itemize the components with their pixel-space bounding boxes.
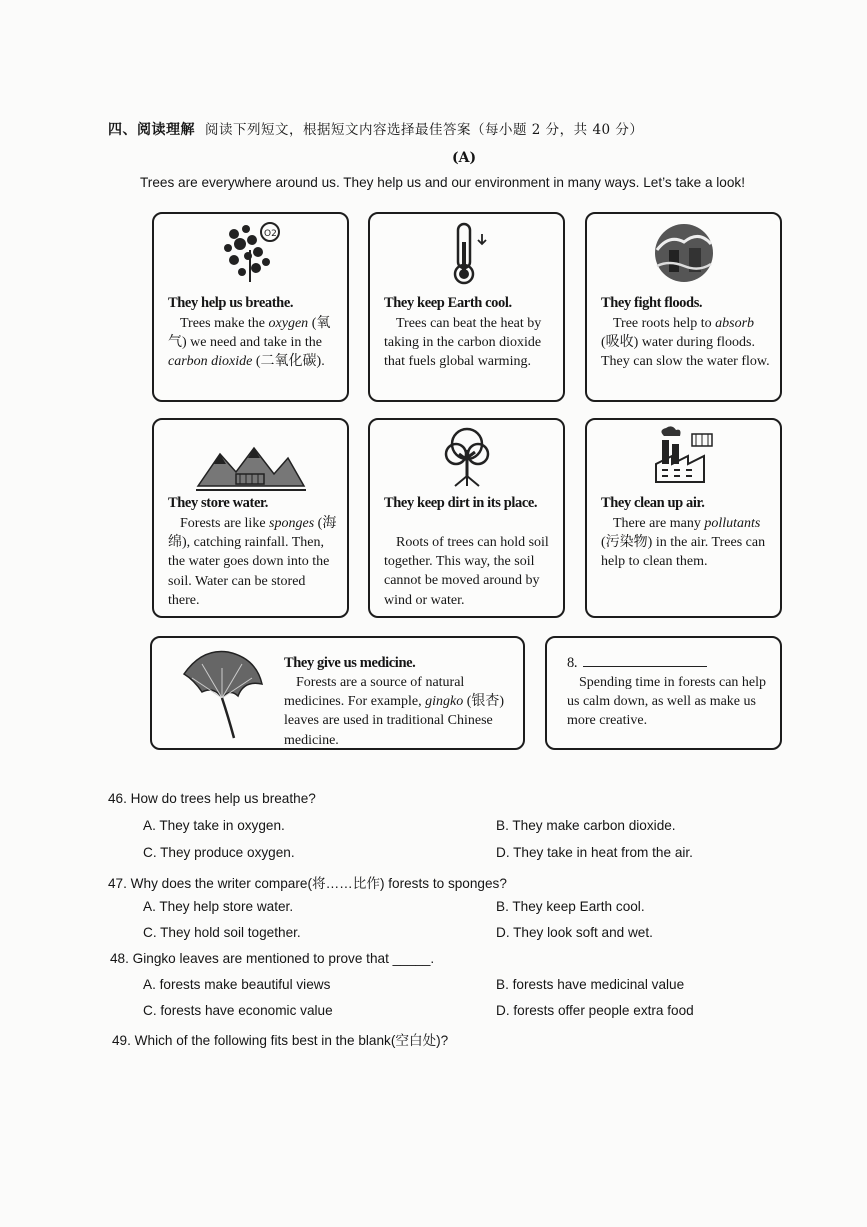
card-body: There are many pollutants (污染物) in the air. Trees can help to clean them. (601, 516, 766, 570)
card-breathe (152, 212, 349, 402)
card-water (152, 418, 349, 618)
svg-text:O2: O2 (263, 229, 277, 239)
card-title: They help us breathe. (168, 295, 294, 311)
passage-label: (A) (452, 150, 477, 166)
card-body: Forests are a source of natural medicines. For example, gingko (银杏) leaves are used in traditional Chinese medicine. (284, 675, 505, 748)
question-stem: 48. Gingko leaves are mentioned to prove that _____. (110, 951, 435, 966)
option-c[interactable]: C. They produce oxygen. (143, 845, 295, 860)
card-body: Spending time in forests can help us calm down, as well as make us more creative. (567, 675, 767, 729)
card-body: Forests are like sponges (海绵), catching rainfall. Then, the water goes down into the soil. Water can be stored there. (168, 516, 337, 608)
option-a[interactable]: A. forests make beautiful views (143, 977, 331, 992)
card-title: They keep Earth cool. (384, 295, 512, 311)
section-heading (108, 118, 643, 139)
card-medicine (150, 636, 525, 750)
option-a[interactable]: A. They take in oxygen. (143, 818, 285, 833)
section-instruction: 阅读下列短文，根据短文内容选择最佳答案（每小题 2 分，共 40 分） (205, 122, 644, 138)
factory-icon (652, 426, 716, 488)
section-title: 四、阅读理解 (108, 122, 195, 138)
question-stem: 49. Which of the following fits best in the blank(空白处)? (112, 1033, 449, 1048)
flood-icon (649, 220, 719, 286)
passage-intro: Trees are everywhere around us. They help us and our environment in many ways. Let’s take a look! (140, 175, 745, 190)
card-title: They fight floods. (601, 295, 703, 311)
option-a[interactable]: A. They help store water. (143, 899, 294, 914)
card-body: Roots of trees can hold soil together. This way, the soil cannot be moved around by wind or water. (384, 535, 549, 608)
option-c[interactable]: C. They hold soil together. (143, 925, 301, 940)
mountains-icon (196, 436, 306, 498)
option-c[interactable]: C. forests have economic value (143, 1003, 333, 1018)
option-b[interactable]: B. They make carbon dioxide. (496, 818, 676, 833)
card-title: They clean up air. (601, 495, 705, 511)
card-dirt (368, 418, 565, 618)
option-d[interactable]: D. They take in heat from the air. (496, 845, 693, 860)
ginkgo-leaf-icon (172, 644, 272, 744)
option-d[interactable]: D. forests offer people extra food (496, 1003, 694, 1018)
card-title: They keep dirt in its place. (384, 495, 538, 511)
card-body: Trees make the oxygen (氧气) we need and take in the carbon dioxide (二氧化碳). (168, 316, 331, 370)
option-b[interactable]: B. forests have medicinal value (496, 977, 685, 992)
tree-roots-icon (439, 426, 495, 488)
option-d[interactable]: D. They look soft and wet. (496, 925, 653, 940)
question-stem: 46. How do trees help us breathe? (108, 791, 316, 806)
option-b[interactable]: B. They keep Earth cool. (496, 899, 645, 914)
card-body: Tree roots help to absorb (吸收) water during floods. They can slow the water flow. (601, 316, 770, 370)
card-floods (585, 212, 782, 402)
card-body: Trees can beat the heat by taking in the carbon dioxide that fuels global warming. (384, 316, 542, 370)
question-stem: 47. Why does the writer compare(将……比作) forests to sponges? (108, 876, 507, 891)
card-title: They give us medicine. (284, 655, 416, 671)
blank-number: 8. (567, 654, 707, 673)
card-air (585, 418, 782, 618)
card-title: They store water. (168, 495, 268, 511)
card-blank (545, 636, 782, 750)
thermometer-icon (442, 220, 492, 286)
card-cool (368, 212, 565, 402)
leaves-oxygen-icon (216, 220, 286, 286)
